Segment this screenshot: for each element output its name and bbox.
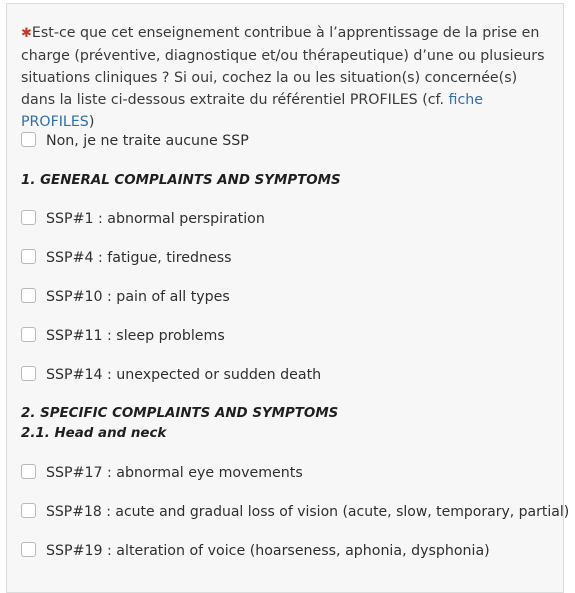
option-label: SSP#11 : sleep problems <box>46 328 225 344</box>
option-ssp11[interactable] <box>21 324 225 348</box>
option-label: SSP#4 : fatigue, tiredness <box>46 250 232 266</box>
option-label: SSP#14 : unexpected or sudden death <box>46 367 322 383</box>
checkbox[interactable] <box>21 464 36 479</box>
option-label: SSP#19 : alteration of voice (hoarseness, aphonia, dysphonia) <box>46 543 490 559</box>
checkbox[interactable] <box>21 132 36 147</box>
question-text <box>21 22 553 133</box>
option-ssp18[interactable] <box>21 500 569 524</box>
question-panel <box>6 3 570 593</box>
checkbox[interactable] <box>21 366 36 381</box>
subsection-heading-head-neck: 2.1. Head and neck <box>21 426 167 441</box>
checkbox[interactable] <box>21 288 36 303</box>
option-ssp1[interactable] <box>21 207 265 231</box>
option-ssp19[interactable] <box>21 539 490 563</box>
checkbox[interactable] <box>21 542 36 557</box>
option-ssp10[interactable] <box>21 285 230 309</box>
option-label: SSP#10 : pain of all types <box>46 289 230 305</box>
section-heading-general: 1. GENERAL COMPLAINTS AND SYMPTOMS <box>21 173 341 188</box>
option-label: SSP#1 : abnormal perspiration <box>46 211 265 227</box>
fiche-profiles-link[interactable]: fiche PROFILES <box>21 92 483 130</box>
checkbox[interactable] <box>21 327 36 342</box>
option-ssp4[interactable] <box>21 246 231 270</box>
option-ssp14[interactable] <box>21 363 321 387</box>
option-label: SSP#18 : acute and gradual loss of vision (acute, slow, temporary, partial) <box>46 504 570 520</box>
option-label: SSP#17 : abnormal eye movements <box>46 465 303 481</box>
question-closing: ) <box>88 114 95 130</box>
option-none[interactable] <box>21 129 249 153</box>
checkbox[interactable] <box>21 210 36 225</box>
option-ssp17[interactable] <box>21 461 303 485</box>
section-heading-specific: 2. SPECIFIC COMPLAINTS AND SYMPTOMS <box>21 406 339 421</box>
option-label: Non, je ne traite aucune SSP <box>46 133 249 149</box>
checkbox[interactable] <box>21 503 36 518</box>
question-body: Est-ce que cet enseignement contribue à l’apprentissage de la prise en charge (préventive, diagnostique et/ou thérapeutique) d’une ou plusieurs situations cliniques ? Si oui, cochez la ou les situation(s) concernée(s) dans la liste ci-dessous extraite du référentiel PROFILES (cf. <box>21 25 545 108</box>
required-asterisk-icon: ✱ <box>21 26 32 41</box>
checkbox[interactable] <box>21 249 36 264</box>
